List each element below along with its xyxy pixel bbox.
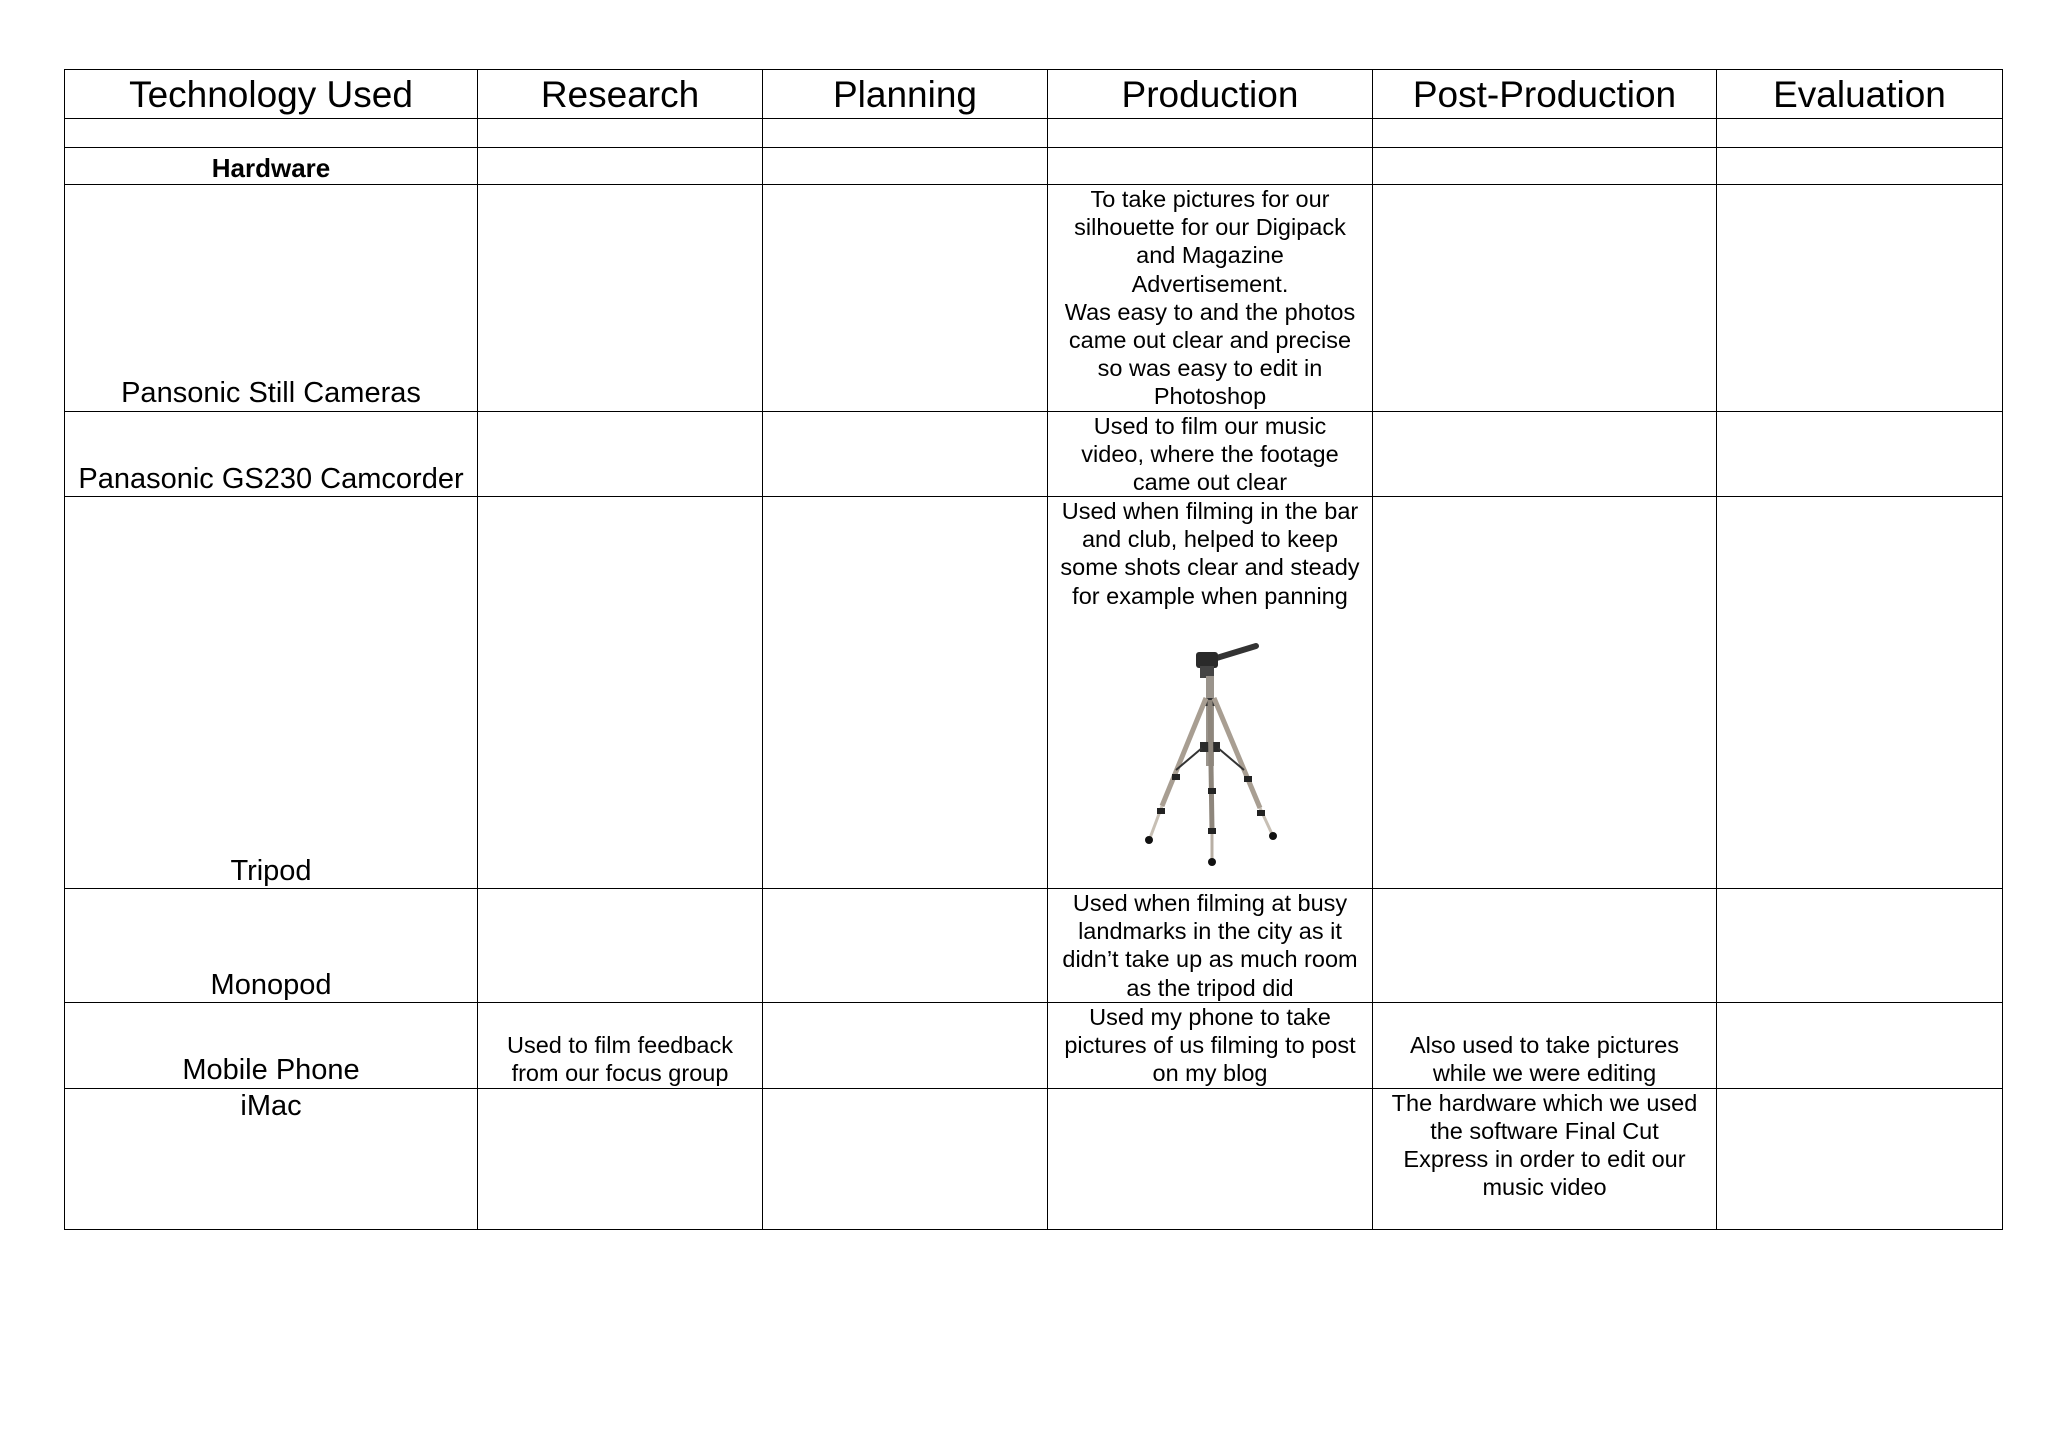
research-cell [478, 411, 763, 497]
table-row [65, 497, 2003, 889]
production-cell: Used to film our music video, where the footage came out clear [1048, 411, 1373, 497]
evaluation-cell [1717, 1003, 2003, 1089]
table-row [65, 185, 2003, 412]
research-cell: Used to film feedback from our focus group [478, 1003, 763, 1089]
evaluation-cell [1717, 497, 2003, 889]
header-research: Research [478, 70, 763, 119]
table-cell [1373, 148, 1717, 185]
research-cell [478, 1088, 763, 1229]
header-planning: Planning [763, 70, 1048, 119]
planning-cell [763, 889, 1048, 1003]
header-post-production: Post-Production [1373, 70, 1717, 119]
post-production-cell [1373, 411, 1717, 497]
evaluation-cell [1717, 411, 2003, 497]
table-row [65, 889, 2003, 1003]
table-cell [1717, 148, 2003, 185]
post-production-cell [1373, 185, 1717, 412]
header-row [65, 70, 2003, 119]
research-cell [478, 497, 763, 889]
planning-cell [763, 497, 1048, 889]
table-cell [65, 119, 478, 148]
header-evaluation: Evaluation [1717, 70, 2003, 119]
planning-cell [763, 185, 1048, 412]
planning-cell [763, 411, 1048, 497]
tech-cell: Pansonic Still Cameras [65, 185, 478, 412]
table-cell [763, 119, 1048, 148]
table-cell [763, 148, 1048, 185]
table-cell [1373, 119, 1717, 148]
post-production-cell: The hardware which we used the software Final Cut Express in order to edit our music video [1373, 1088, 1717, 1229]
tech-cell: Panasonic GS230 Camcorder [65, 411, 478, 497]
table-row [65, 411, 2003, 497]
evaluation-cell [1717, 185, 2003, 412]
evaluation-cell [1717, 1088, 2003, 1229]
tech-cell: Tripod [65, 497, 478, 889]
header-production: Production [1048, 70, 1373, 119]
tripod-photo-icon [1110, 638, 1310, 866]
section-row-hardware [65, 148, 2003, 185]
tech-cell: Monopod [65, 889, 478, 1003]
production-cell: Used my phone to take pictures of us filming to post on my blog [1048, 1003, 1373, 1089]
blank-row [65, 119, 2003, 148]
production-cell [1048, 1088, 1373, 1229]
production-cell: Used when filming at busy landmarks in the city as it didn’t take up as much room as the tripod did [1048, 889, 1373, 1003]
technology-table [64, 69, 2003, 1230]
table-cell [478, 119, 763, 148]
header-technology-used: Technology Used [65, 70, 478, 119]
table-cell [1048, 119, 1373, 148]
table-row [65, 1088, 2003, 1229]
table-row [65, 1003, 2003, 1089]
tech-cell: Mobile Phone [65, 1003, 478, 1089]
section-label: Hardware [65, 148, 478, 185]
evaluation-cell [1717, 889, 2003, 1003]
production-cell [1048, 497, 1373, 889]
research-cell [478, 889, 763, 1003]
table-cell [1048, 148, 1373, 185]
post-production-cell [1373, 889, 1717, 1003]
production-cell: To take pictures for our silhouette for our Digipack and Magazine Advertisement. Was easy to and the photos came out clear and precise so was easy to edit in Photoshop [1048, 185, 1373, 412]
planning-cell [763, 1088, 1048, 1229]
table-cell [478, 148, 763, 185]
tech-cell: iMac [65, 1088, 478, 1229]
planning-cell [763, 1003, 1048, 1089]
post-production-cell [1373, 497, 1717, 889]
post-production-cell: Also used to take pictures while we were editing [1373, 1003, 1717, 1089]
research-cell [478, 185, 763, 412]
production-text: Used when filming in the bar and club, helped to keep some shots clear and steady for example when panning [1060, 498, 1360, 609]
table-cell [1717, 119, 2003, 148]
